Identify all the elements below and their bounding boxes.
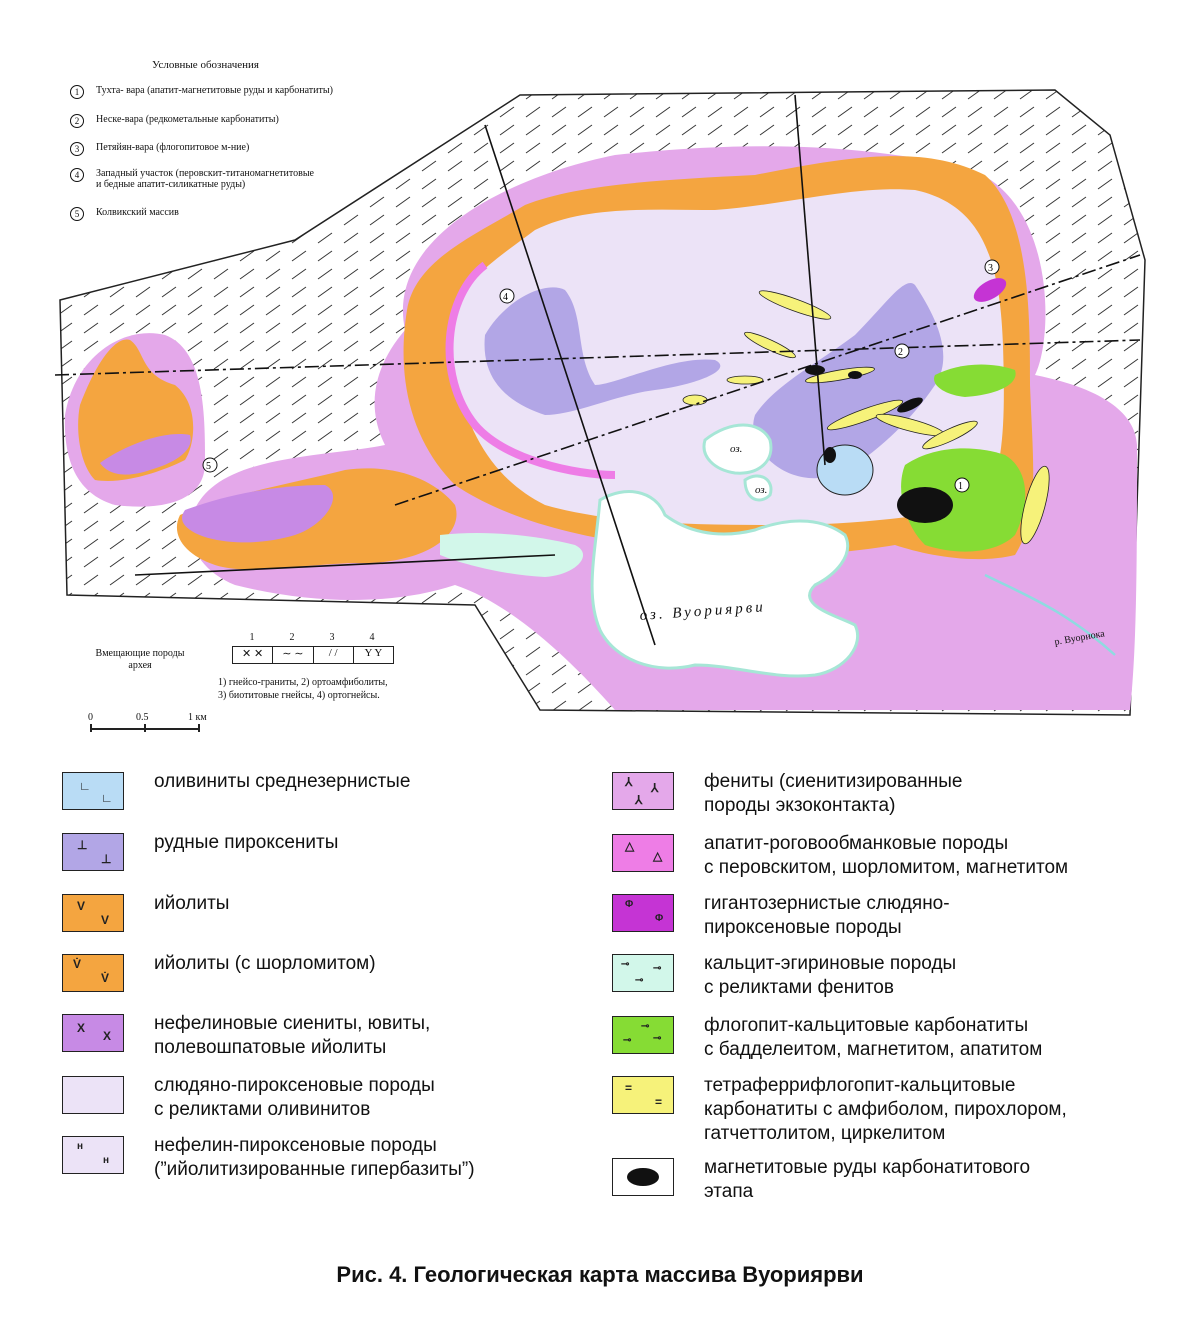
legend-label: тетраферрифлогопит-кальцитовые карбонатиты с амфиболом, пирохлором, гатчеттолитом, циркелитом <box>704 1075 1067 1144</box>
locality-marker <box>955 478 969 492</box>
host-rocks-boxes: ✕ ✕ ∼ ∼ / / Y Y <box>232 646 394 664</box>
legend-swatch: △ △ <box>612 834 674 872</box>
legend-label: магнетитовые руды карбонатитового этапа <box>704 1157 1031 1202</box>
svg-text:1: 1 <box>958 481 963 492</box>
host-rocks-note: 1) гнейсо-граниты, 2) ортоамфиболиты, <box>218 677 388 688</box>
legend-item-magnetite-ore <box>612 1158 1030 1204</box>
legend-item-giant-grained <box>612 894 950 940</box>
magnetite-ore-icon <box>627 1168 659 1186</box>
lake-small-label-2: оз. <box>755 484 768 496</box>
legend-item-ijolite-schorlomite <box>62 954 376 992</box>
legend-label: нефелин-пироксеновые породы (”ийолитизированные гипербазиты”) <box>154 1135 475 1180</box>
figure-caption: Рис. 4. Геологическая карта массива Вуориярви <box>336 1262 864 1287</box>
legend-label: флогопит-кальцитовые карбонатиты с бадделеитом, магнетитом, апатитом <box>704 1015 1043 1060</box>
legend-swatch: V̇ V̇ <box>62 954 124 992</box>
legend-label: гигантозернистые слюдяно- пироксеновые породы <box>704 893 950 938</box>
legend-swatch <box>62 1076 124 1114</box>
legend-item-phlogopite-carbonatite <box>612 1016 1042 1062</box>
geological-map <box>55 85 1155 730</box>
legend-swatch: н н <box>62 1136 124 1174</box>
legend-label: оливиниты среднезернистые <box>154 771 411 792</box>
locality-legend-title: Условные обозначения <box>152 59 259 71</box>
locality-item: 1 Тухта- вара (апатит-магнетитовые руды и карбонатиты) <box>70 85 333 99</box>
svg-text:5: 5 <box>206 461 211 472</box>
legend-label: фениты (сиенитизированные породы экзоконтакта) <box>704 771 963 816</box>
legend-label: слюдяно-пироксеновые породы с реликтами оливинитов <box>154 1075 435 1120</box>
legend-item-nepheline-pyroxene <box>62 1136 475 1182</box>
legend-item-nepheline-syenite <box>62 1014 430 1060</box>
legend-label: ийолиты (с шорломитом) <box>154 953 376 974</box>
legend-swatch: V V <box>62 894 124 932</box>
legend-item-apatite-hornblende <box>612 834 1068 880</box>
legend-item-tetraferriphlogopite <box>612 1076 1067 1146</box>
locality-item: 2 Неске-вара (редкометальные карбонатиты) <box>70 114 279 128</box>
legend-label: кальцит-эгириновые породы с реликтами фенитов <box>704 953 957 998</box>
svg-text:4: 4 <box>503 292 508 303</box>
svg-text:3: 3 <box>988 263 993 274</box>
svg-text:2: 2 <box>898 347 903 358</box>
legend-swatch: ⊸ ⊸ ⊸ <box>612 954 674 992</box>
locality-marker <box>203 458 217 472</box>
legend-swatch <box>612 1158 674 1196</box>
legend-swatch: ⊥ ⊥ <box>62 833 124 871</box>
legend-item-ijolite <box>62 894 229 932</box>
host-rocks-subtitle: архея <box>128 660 152 671</box>
legend-label: рудные пироксениты <box>154 832 339 853</box>
legend-swatch: ∟ ∟ <box>62 772 124 810</box>
locality-marker <box>895 344 909 358</box>
legend-swatch: = = <box>612 1076 674 1114</box>
locality-marker <box>985 260 999 274</box>
legend-item-ore-pyroxenite <box>62 833 338 871</box>
legend-swatch: Φ Φ <box>612 894 674 932</box>
legend-swatch: ⅄ ⅄ ⅄ <box>612 772 674 810</box>
legend-swatch: X X <box>62 1014 124 1052</box>
legend-swatch: ⊸ ⊸ ⊸ <box>612 1016 674 1054</box>
locality-item: 3 Петяйян-вара (флогопитовое м-ние) <box>70 142 249 156</box>
legend-label: нефелиновые сиениты, ювиты, полевошпатовые ийолиты <box>154 1013 431 1058</box>
legend-item-mica-pyroxene <box>62 1076 435 1122</box>
locality-item: 4 Западный участок (перовскит-титаномагнетитовые и бедные апатит-силикатные руды) <box>70 168 314 190</box>
legend-item-calcite-aegirine <box>612 954 956 1000</box>
legend-label: апатит-роговообманковые породы с перовскитом, шорломитом, магнетитом <box>704 833 1069 878</box>
host-rocks-note: 3) биотитовые гнейсы, 4) ортогнейсы. <box>218 690 380 701</box>
lake-small-label-1: оз. <box>730 443 743 455</box>
legend-item-olivinite <box>62 772 410 810</box>
host-rocks-title: Вмещающие породы <box>95 648 185 659</box>
lake-main-label: оз. Вуориярви <box>639 599 767 624</box>
legend-item-fenite <box>612 772 963 818</box>
river-label: р. Вуориока <box>1053 628 1106 648</box>
locality-marker <box>500 289 514 303</box>
legend-label: ийолиты <box>154 893 230 914</box>
locality-item: 5 Колвикский массив <box>70 207 179 221</box>
